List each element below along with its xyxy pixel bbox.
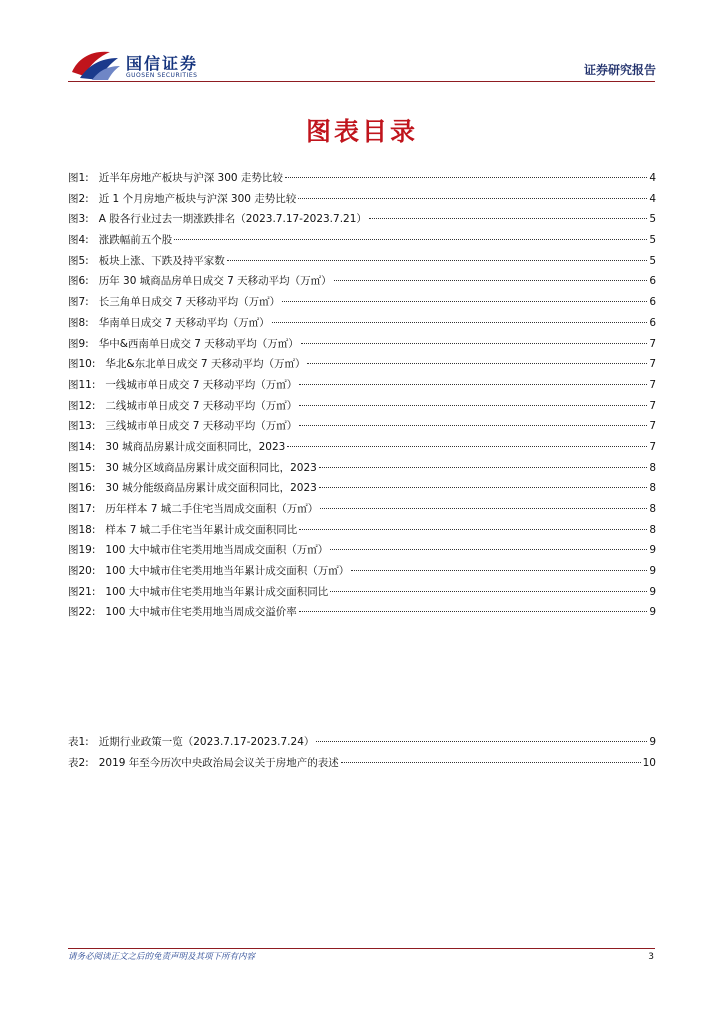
toc-entry-label: 图5: — [68, 254, 89, 267]
toc-entry-label: 图4: — [68, 234, 89, 247]
toc-entry-label: 图6: — [68, 275, 89, 288]
header-divider — [68, 81, 655, 82]
dot-leader — [320, 508, 647, 509]
toc-entry-label: 图1: — [68, 172, 89, 184]
toc-entry-page: 5 — [649, 213, 656, 226]
toc-entry-title: 2019 年至今历次中央政治局会议关于房地产的表述 — [98, 756, 339, 769]
toc-entry-title: 三线城市单日成交 7 天移动平均（万㎡） — [105, 420, 298, 433]
footer-divider — [68, 948, 655, 949]
page-header — [0, 0, 724, 90]
figure-toc-entry[interactable] — [68, 334, 656, 355]
figure-toc-entry[interactable] — [68, 209, 656, 230]
figures-toc — [68, 168, 656, 623]
figure-toc-entry[interactable] — [68, 251, 656, 272]
dot-leader — [330, 591, 647, 592]
toc-entry-page: 7 — [649, 399, 656, 412]
toc-entry-page: 7 — [649, 440, 656, 453]
toc-entry-label: 表1: — [68, 736, 89, 748]
toc-entry-label: 图22: — [68, 606, 96, 619]
toc-entry-label: 图19: — [68, 544, 96, 557]
toc-entry-title: 二线城市单日成交 7 天移动平均（万㎡） — [105, 399, 298, 412]
toc-entry-page: 9 — [649, 736, 656, 748]
toc-entry-title: 30 城商品房累计成交面积同比，2023 — [105, 440, 286, 453]
toc-entry-label: 图10: — [68, 358, 96, 371]
dot-leader — [285, 177, 647, 178]
guosen-logo-icon — [70, 46, 122, 82]
toc-entry-page: 7 — [649, 420, 656, 433]
figure-toc-entry[interactable] — [68, 230, 656, 251]
toc-entry-page: 5 — [649, 254, 656, 267]
dot-leader — [307, 363, 647, 364]
figure-toc-entry[interactable] — [68, 292, 656, 313]
dot-leader — [330, 549, 647, 550]
toc-entry-title: 100 大中城市住宅类用地当年累计成交面积（万㎡） — [105, 565, 350, 578]
toc-entry-page: 8 — [649, 461, 656, 474]
toc-entry-title: 华中&西南单日成交 7 天移动平均（万㎡） — [98, 337, 299, 350]
toc-entry-label: 图20: — [68, 565, 96, 578]
page-number: 3 — [648, 952, 654, 962]
toc-entry-page: 9 — [649, 585, 656, 598]
toc-entry-title: 近 1 个月房地产板块与沪深 300 走势比较 — [98, 192, 297, 205]
toc-entry-title: 一线城市单日成交 7 天移动平均（万㎡） — [105, 378, 298, 391]
dot-leader — [334, 280, 648, 281]
toc-entry-title: 板块上涨、下跌及持平家数 — [98, 254, 225, 267]
figure-toc-entry[interactable] — [68, 416, 656, 437]
toc-entry-label: 图11: — [68, 378, 96, 391]
figure-toc-entry[interactable] — [68, 271, 656, 292]
dot-leader — [287, 446, 647, 447]
toc-entry-label: 图2: — [68, 192, 89, 205]
toc-entry-page: 6 — [649, 275, 656, 288]
toc-entry-page: 4 — [649, 192, 656, 205]
logo-english-name: GUOSEN SECURITIES — [126, 72, 198, 79]
dot-leader — [319, 467, 647, 468]
toc-entry-title: 历年 30 城商品房单日成交 7 天移动平均（万㎡） — [98, 275, 332, 288]
toc-entry-title: 30 城分区域商品房累计成交面积同比，2023 — [105, 461, 317, 474]
dot-leader — [227, 260, 648, 261]
logo-chinese-name: 国信证券 — [126, 54, 199, 73]
figure-toc-entry[interactable] — [68, 458, 656, 479]
dot-leader — [299, 611, 648, 612]
figure-toc-entry[interactable] — [68, 561, 656, 582]
toc-entry-title: 100 大中城市住宅类用地当年累计成交面积同比 — [105, 585, 329, 598]
figure-toc-entry[interactable] — [68, 540, 656, 561]
toc-entry-title: 近期行业政策一览（2023.7.17-2023.7.24） — [98, 736, 315, 748]
figure-toc-entry[interactable] — [68, 602, 656, 623]
toc-entry-label: 图15: — [68, 461, 96, 474]
figure-toc-entry[interactable] — [68, 168, 656, 189]
dot-leader — [351, 570, 647, 571]
dot-leader — [319, 487, 647, 488]
toc-entry-page: 9 — [649, 544, 656, 557]
toc-entry-label: 图18: — [68, 523, 96, 536]
toc-entry-title: 100 大中城市住宅类用地当周成交溢价率 — [105, 606, 297, 619]
toc-entry-page: 8 — [649, 482, 656, 495]
toc-entry-title: 华北&东北单日成交 7 天移动平均（万㎡） — [105, 358, 306, 371]
figure-toc-entry[interactable] — [68, 499, 656, 520]
dot-leader — [299, 384, 647, 385]
toc-entry-title: 100 大中城市住宅类用地当周成交面积（万㎡） — [105, 544, 329, 557]
dot-leader — [301, 343, 648, 344]
toc-entry-label: 图8: — [68, 316, 89, 329]
figure-toc-entry[interactable] — [68, 354, 656, 375]
dot-leader — [299, 529, 647, 530]
toc-entry-label: 图16: — [68, 482, 96, 495]
dot-leader — [341, 762, 641, 763]
tables-toc — [68, 732, 656, 773]
toc-entry-page: 10 — [642, 756, 656, 769]
toc-entry-page: 9 — [649, 606, 656, 619]
toc-entry-page: 8 — [649, 503, 656, 515]
dot-leader — [299, 425, 647, 426]
figure-toc-entry[interactable] — [68, 520, 656, 541]
figure-toc-entry[interactable] — [68, 396, 656, 417]
toc-entry-label: 图17: — [68, 503, 96, 515]
dot-leader — [316, 741, 647, 742]
toc-entry-title: 长三角单日成交 7 天移动平均（万㎡） — [98, 296, 281, 309]
toc-entry-title: 30 城分能级商品房累计成交面积同比，2023 — [105, 482, 317, 495]
report-type-label: 证券研究报告 — [583, 63, 656, 77]
toc-entry-title: 涨跌幅前五个股 — [98, 234, 173, 247]
toc-entry-title: 近半年房地产板块与沪深 300 走势比较 — [98, 172, 283, 184]
toc-entry-page: 5 — [649, 234, 656, 247]
toc-entry-title: 样本 7 城二手住宅当年累计成交面积同比 — [105, 523, 298, 536]
guosen-logo — [70, 46, 220, 84]
dot-leader — [299, 405, 647, 406]
toc-entry-page: 7 — [649, 378, 656, 391]
figure-toc-entry[interactable] — [68, 375, 656, 396]
toc-entry-label: 图9: — [68, 337, 89, 350]
figure-toc-entry[interactable] — [68, 313, 656, 334]
page-title: 图表目录 — [305, 117, 418, 146]
dot-leader — [174, 239, 647, 240]
toc-entry-title: 历年样本 7 城二手住宅当周成交面积（万㎡） — [105, 503, 319, 515]
toc-entry-title: 华南单日成交 7 天移动平均（万㎡） — [98, 316, 270, 329]
dot-leader — [282, 301, 647, 302]
figure-toc-entry[interactable] — [68, 478, 656, 499]
toc-entry-label: 图13: — [68, 420, 96, 433]
table-toc-entry[interactable] — [68, 732, 656, 753]
toc-entry-label: 图3: — [68, 213, 89, 226]
table-toc-entry[interactable] — [68, 753, 656, 774]
dot-leader — [369, 218, 647, 219]
toc-entry-page: 7 — [649, 358, 656, 371]
figure-toc-entry[interactable] — [68, 437, 656, 458]
toc-entry-label: 图12: — [68, 399, 96, 412]
toc-entry-page: 6 — [649, 296, 656, 309]
toc-entry-page: 7 — [649, 337, 656, 350]
toc-entry-page: 4 — [649, 172, 656, 184]
toc-entry-label: 表2: — [68, 756, 89, 769]
toc-entry-page: 6 — [649, 316, 656, 329]
toc-entry-title: A 股各行业过去一期涨跌排名（2023.7.17-2023.7.21） — [98, 213, 367, 226]
toc-entry-label: 图21: — [68, 585, 96, 598]
figure-toc-entry[interactable] — [68, 582, 656, 603]
toc-entry-page: 8 — [649, 523, 656, 536]
toc-entry-page: 9 — [649, 565, 656, 578]
disclaimer-note: 请务必阅读正文之后的免责声明及其项下所有内容 — [68, 952, 256, 962]
dot-leader — [272, 322, 648, 323]
figure-toc-entry[interactable] — [68, 189, 656, 210]
toc-entry-label: 图14: — [68, 440, 96, 453]
toc-entry-label: 图7: — [68, 296, 89, 309]
dot-leader — [298, 198, 647, 199]
